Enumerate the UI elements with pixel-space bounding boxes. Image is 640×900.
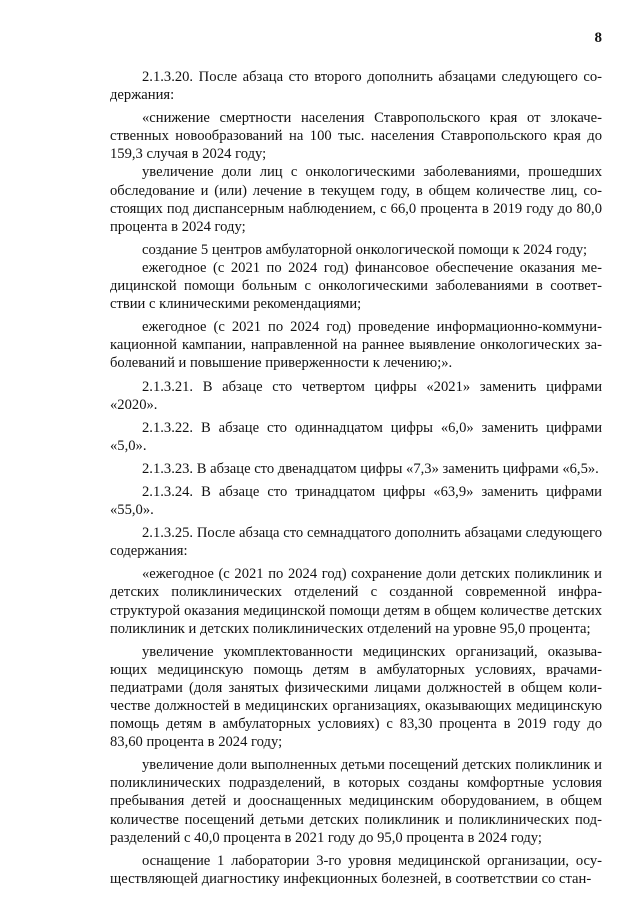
document-body (110, 68, 602, 893)
paragraph-quote-polyclinics: «ежегодное (с 2021 по 2024 год) сохранение доли детских поликлиник и детских поликлинических отделений с созданной современной инфраструктурой оказания медицинской помощи детям в общем количестве детских поликлиник и детских поликлинических отделений на уровне 95,0 процента; (110, 566, 602, 637)
paragraph-2-1-3-21: 2.1.3.21. В абзаце сто четвертом цифры «2021» заменить цифрами «2020». (110, 378, 602, 413)
paragraph-staffing: увеличение укомплектованности медицинских организаций, оказывающих медицинскую помощь детям в амбулаторных условиях, врачами-педиатрами (доля занятых физическими лицами должностей в общем количестве должностей в медицинских организациях, оказывающих медицинскую помощь детям в амбулаторных условиях) с 83,30 процента в 2019 году до 83,60 процента в 2024 году; (110, 643, 602, 751)
paragraph-2-1-3-22: 2.1.3.22. В абзаце сто одиннадцатом цифры «6,0» заменить цифрами «5,0». (110, 419, 602, 454)
paragraph-laboratory: оснащение 1 лаборатории 3-го уровня медицинской организации, осуществляющей диагностику инфекционных болезней, в соответствии со стан- (110, 852, 602, 887)
page-number: 8 (594, 30, 602, 46)
paragraph-visits-share: увеличение доли выполненных детьми посещений детских поликлиник и поликлинических подразделений, в которых созданы комфортные условия пребывания детей и дооснащенных медицинским оборудованием, в общем количестве посещений детьми детских поликлиник и поликлинических подразделений с 40,0 процента в 2021 году до 95,0 процента в 2024 году; (110, 757, 602, 846)
paragraph-oncology-centers: создание 5 центров амбулаторной онкологической помощи к 2024 году; (142, 241, 588, 258)
paragraph-2-1-3-25: 2.1.3.25. После абзаца сто семнадцатого дополнить абзацами следующего содержания: (110, 525, 602, 560)
paragraph-oncology-share: увеличение доли лиц с онкологическими заболеваниями, прошедших обследование и (или) лечение в текущем году, в общем количестве лиц, состоящих под диспансерным наблюдением, с 66,0 процента в 2019 году до 80,0 процента в 2024 году; (110, 164, 602, 235)
paragraph-2-1-3-23: 2.1.3.23. В абзаце сто двенадцатом цифры «7,3» заменить цифрами «6,5». (142, 460, 599, 477)
paragraph-quote-mortality: «снижение смертности населения Ставропольского края от злокачественных новообразований на 100 тыс. населения Ставропольского края до 159,3 случая в 2024 году; (110, 110, 602, 163)
paragraph-2-1-3-24: 2.1.3.24. В абзаце сто тринадцатом цифры «63,9» заменить цифрами «55,0». (110, 483, 602, 519)
paragraph-2-1-3-20: 2.1.3.20. После абзаца сто второго дополнить абзацами следующего содержания: (110, 69, 602, 104)
paragraph-info-campaign: ежегодное (с 2021 по 2024 год) проведение информационно-коммуникационной кампании, направленной на раннее выявление онкологических заболеваний и повышение приверженности к лечению;». (110, 319, 602, 372)
paragraph-financing: ежегодное (с 2021 по 2024 год) финансовое обеспечение оказания медицинской помощи больным с онкологическими заболеваниями в соответствии с клиническими рекомендациями; (110, 259, 602, 313)
